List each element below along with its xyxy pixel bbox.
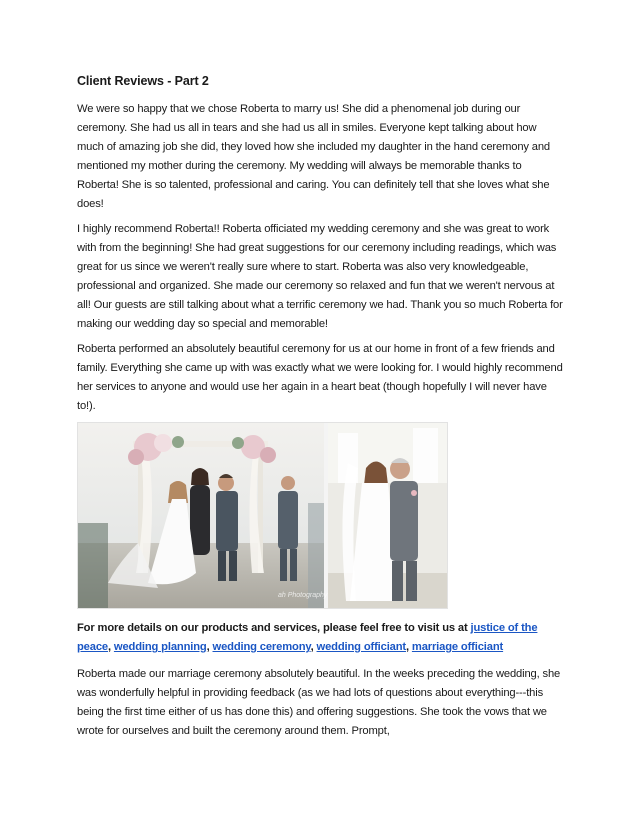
link-justice-of-the-peace[interactable]: justice of the peace bbox=[77, 622, 538, 653]
link-wedding-planning[interactable]: wedding planning bbox=[113, 641, 207, 653]
link-separator: , bbox=[310, 641, 317, 653]
link-wedding-officiant[interactable]: wedding officiant bbox=[316, 641, 406, 653]
link-wedding-ceremony[interactable]: wedding ceremony bbox=[212, 641, 311, 653]
wedding-photo-ceremony bbox=[78, 423, 324, 608]
cta-paragraph bbox=[77, 619, 565, 657]
link-marriage-officiant[interactable]: marriage officiant bbox=[411, 641, 504, 653]
review-paragraph-2: I highly recommend Roberta!! Roberta officiated my wedding ceremony and she was great to work with from the beginning! She had great suggestions for our ceremony including readings, which was great for us since we weren't really sure where to start. Roberta was also very knowledgeable, professional and organized. She made our ceremony so relaxed and fun that we weren't nervous at all! Our guests are still talking about what a terrific ceremony we had. Thank you so much Roberta for making our wedding day so special and memorable! bbox=[77, 223, 563, 330]
review-paragraph-3: Roberta performed an absolutely beautiful ceremony for us at our home in front of a few friends and family. Everything she came up with was exactly what we were looking for. I would highly recommend her services to anyone and would use her again in a heart beat (though hopefully I will never have to!). bbox=[77, 343, 563, 412]
link-separator: , bbox=[107, 641, 114, 653]
wedding-photos bbox=[77, 422, 448, 609]
link-separator: , bbox=[206, 641, 213, 653]
cta-prefix: For more details on our products and services, please feel free to visit us at bbox=[77, 622, 471, 634]
link-separator: , bbox=[405, 641, 412, 653]
photo-watermark: ah Photography bbox=[278, 592, 328, 599]
wedding-photo-kiss bbox=[328, 423, 447, 608]
page-title: Client Reviews - Part 2 bbox=[77, 74, 209, 88]
review-paragraph-1: We were so happy that we chose Roberta to marry us! She did a phenomenal job during our ceremony. She had us all in tears and she had us all in smiles. Everyone kept talking about how much of amazing job she did, they loved how she included my daughter in the hand ceremony and mentioned my mother during the ceremony. My wedding will always be memorable thanks to Roberta! She is so talented, professional and caring. You can definitely tell that she loves what she does! bbox=[77, 103, 551, 210]
document-content bbox=[77, 74, 565, 747]
review-paragraph-4: Roberta made our marriage ceremony absolutely beautiful. In the weeks preceding the wedding, she was wonderfully helpful in providing feedback (as we had lots of questions about everything---this being the first time either of us has done this) and offering suggestions. She took the vows that we wrote for ourselves and built the ceremony around them. Prompt, bbox=[77, 668, 561, 737]
